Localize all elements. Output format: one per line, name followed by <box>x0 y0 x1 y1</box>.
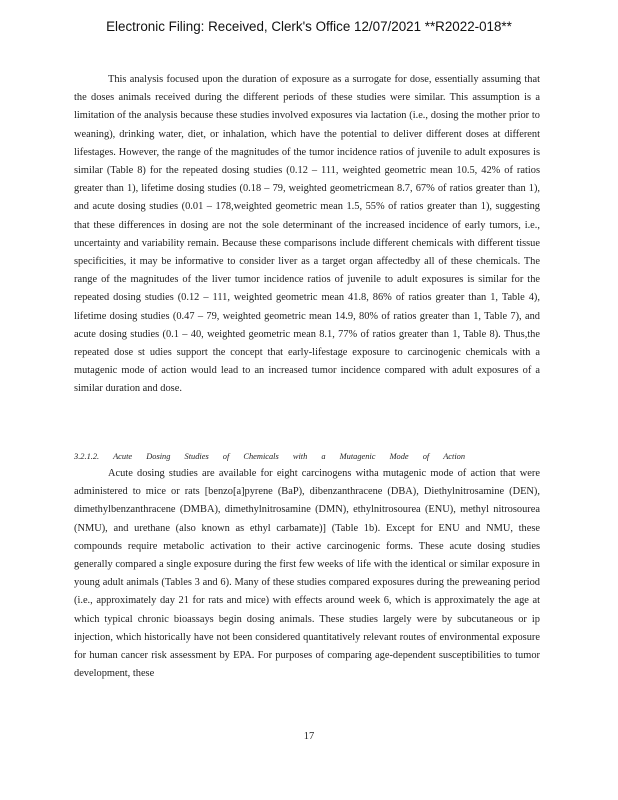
filing-header: Electronic Filing: Received, Clerk's Office 12/07/2021 **R2022-018** <box>106 19 512 34</box>
paragraph-acute-dosing: Acute dosing studies are available for eight carcinogens witha mutagenic mode of action that were administered to mice or rats [benzo[a]pyrene (BaP), dibenzanthracene (DBA), Diethylnitrosamine (DEN), dimethylbenzanthracene (DMBA), dimethylnitrosamine (DMN), ethylnitrosourea (ENU), methyl nitrosourea (NMU), and urethane (also known as ethyl carbamate)] (Table 1b). Except for ENU and NMU, these compounds require metabolic activation to their active carcinogenic forms. These acute dosing studies generally compared a single exposure during the first few weeks of life with the identical or similar exposure in young adult animals (Tables 3 and 6). Many of these studies compared exposures during the preweaning period (i.e., approximately day 21 for rats and mice) with effects around week 6, which is approximately the age at which typical chronic bioassays begin dosing animals. These studies largely were by subcutaneous or ip injection, which historically have not been considered quantitatively relevant routes of environmental exposure for human cancer risk assessment by EPA. For purposes of comparing age-dependent susceptibilities to tumor development, these <box>74 468 540 680</box>
page-number: 17 <box>303 731 315 742</box>
section-heading-acute-dosing: 3.2.1.2. Acute Dosing Studies of Chemicals with a Mutagenic Mode of Action <box>74 452 466 461</box>
paragraph-duration-analysis: This analysis focused upon the duration of exposure as a surrogate for dose, essentially assuming that the doses animals received during the different periods of these studies were similar. This assumption is a limitation of the analysis because these studies involved exposures via lactation (i.e., dosing the mother prior to weaning), drinking water, diet, or inhalation, which have the potential to deliver different doses at different lifestages. However, the range of the magnitudes of the tumor incidence ratios of juvenile to adult exposures is similar (Table 8) for the repeated dosing studies (0.12 – 111, weighted geometric mean 10.5, 42% of ratios greater than 1), lifetime dosing studies (0.18 – 79, weighted geometricmean 8.7, 67% of ratios greater than 1), and acute dosing studies (0.01 – 178,weighted geometric mean 1.5, 55% of ratios greater than 1), suggesting that these differences in dosing are not the sole determinant of the increased incidence of early tumors, i.e., uncertainty and variability remain. Because these comparisons include different chemicals with different tissue specificities, it may be informative to consider liver as a target organ affectedby all of these chemicals. The range of the magnitudes of the liver tumor incidence ratios of juvenile to adult exposures is similar for the repeated dosing studies (0.12 – 111, weighted geometric mean 41.8, 86% of ratios greater than 1, Table 4), lifetime dosing studies (0.47 – 79, weighted geometric mean 14.9, 80% of ratios greater than 1, Table 7), and acute dosing studies (0.1 – 40, weighted geometric mean 8.1, 77% of ratios greater than 1, Table 8). Thus,the repeated dose st udies support the concept that early-lifestage exposure to carcinogenic chemicals with a mutagenic mode of action would lead to an increased tumor incidence compared with adult exposures of a similar duration and dose. <box>74 74 540 395</box>
